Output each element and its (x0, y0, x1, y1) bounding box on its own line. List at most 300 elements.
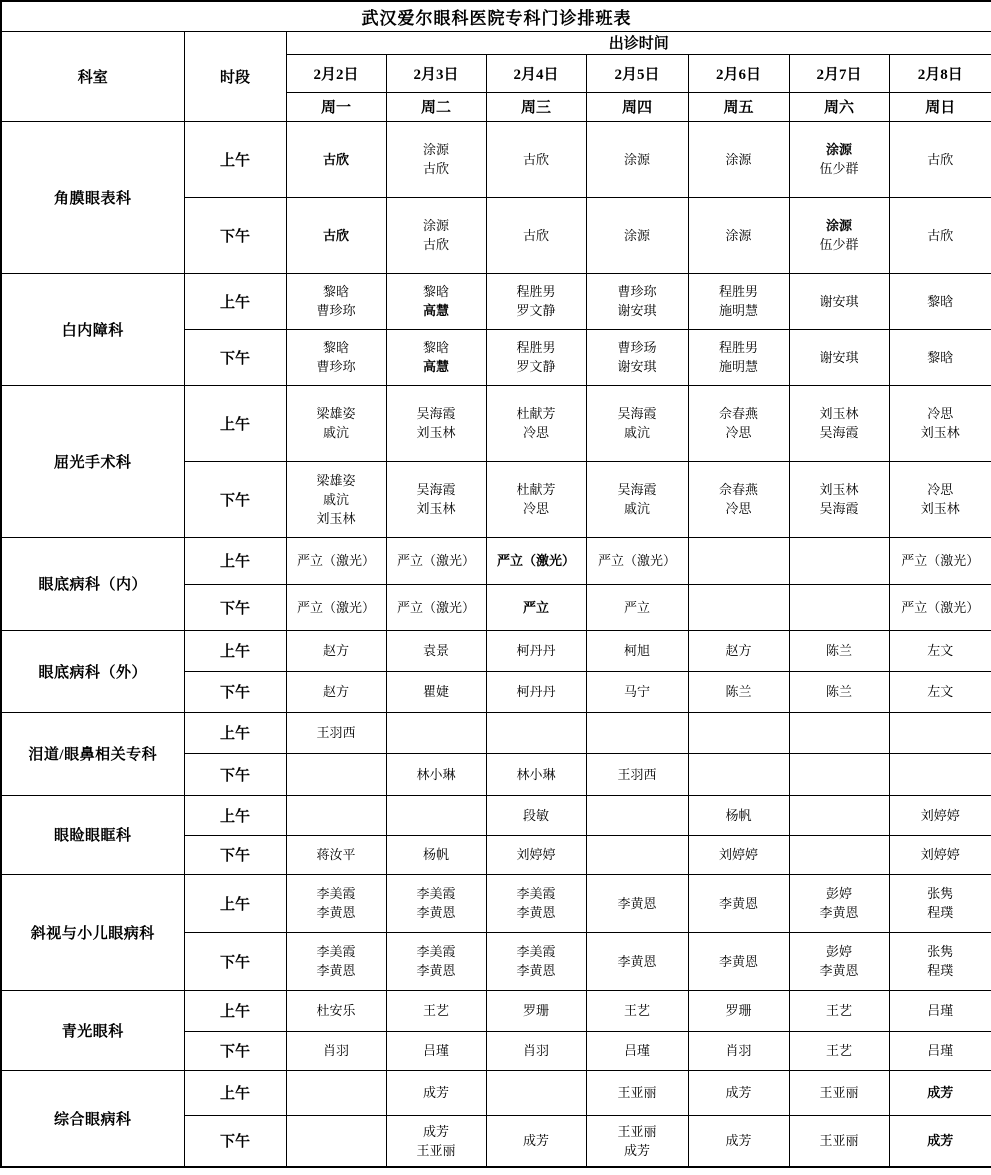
doctor-name: 李黄恩 (819, 905, 859, 920)
doctor-cell (586, 712, 688, 753)
doctor-name: 程胜男 (718, 340, 758, 355)
doctor-cell (586, 385, 688, 461)
doctor-name: 王艺 (825, 1003, 852, 1018)
doctor-name: 左文 (927, 643, 954, 658)
doctor-name: 古欣 (422, 161, 449, 176)
doctor-name: 李美霞 (316, 944, 356, 959)
doctor-name: 古欣 (927, 227, 954, 243)
doctor-name: 李黄恩 (718, 953, 758, 969)
doctor-name: 王羽西 (316, 725, 356, 740)
doctor-cell (889, 795, 991, 835)
doctor-cell (286, 630, 386, 671)
doctor-cell (386, 273, 486, 329)
doctor-cell (586, 1115, 688, 1167)
doctor-name: 曹珍珎 (316, 303, 356, 318)
period-cell: 下午 (184, 835, 286, 874)
doctor-name: 程胜男 (516, 284, 556, 299)
doctor-name: 冷思 (522, 425, 549, 440)
doctor-cell (586, 795, 688, 835)
doctor-cell (688, 753, 789, 795)
doctor-name: 严立（激光） (597, 553, 676, 568)
doctor-cell (386, 537, 486, 584)
doctor-cell (386, 932, 486, 990)
doctor-cell (386, 329, 486, 385)
doctor-name: 彭婷 (825, 886, 852, 901)
doctor-cell (286, 584, 386, 630)
doctor-name: 吕瑾 (927, 1043, 954, 1058)
doctor-name: 谢安琪 (617, 359, 657, 374)
doctor-name: 曹珍玚 (617, 340, 657, 355)
doctor-cell (286, 990, 386, 1031)
schedule-row (1, 795, 991, 835)
date-header-cell: 2月8日 (889, 54, 991, 92)
weekday-header-cell: 周一 (286, 92, 386, 121)
doctor-cell (386, 874, 486, 932)
doctor-cell (286, 753, 386, 795)
doctor-name: 程胜男 (718, 284, 758, 299)
period-cell: 上午 (184, 795, 286, 835)
doctor-name: 黎晗 (422, 340, 449, 355)
doctor-name: 吕瑾 (623, 1043, 650, 1058)
doctor-name: 刘婷婷 (718, 847, 758, 862)
doctor-cell (586, 121, 688, 197)
doctor-cell (688, 385, 789, 461)
doctor-name: 黎晗 (322, 340, 349, 355)
doctor-cell (286, 385, 386, 461)
doctor-cell (486, 329, 586, 385)
department-name: 屈光手术科 (1, 385, 184, 537)
doctor-cell (889, 630, 991, 671)
doctor-name: 冷思 (522, 501, 549, 516)
doctor-cell (688, 1115, 789, 1167)
doctor-name: 杨帆 (725, 807, 752, 823)
doctor-cell (286, 874, 386, 932)
department-name: 眼底病科（外） (1, 630, 184, 712)
period-cell: 上午 (184, 1070, 286, 1115)
doctor-name: 罗文静 (516, 359, 556, 374)
doctor-cell (789, 712, 889, 753)
doctor-cell (486, 1031, 586, 1070)
weekday-header-cell: 周五 (688, 92, 789, 121)
doctor-cell (486, 584, 586, 630)
doctor-cell (586, 329, 688, 385)
doctor-name: 李黄恩 (516, 963, 556, 978)
doctor-cell (286, 197, 386, 273)
doctor-cell (486, 753, 586, 795)
doctor-name: 涂源 (725, 151, 752, 167)
doctor-name: 高慧 (422, 303, 449, 318)
doctor-cell (586, 1031, 688, 1070)
period-cell: 下午 (184, 671, 286, 712)
doctor-name: 肖羽 (725, 1043, 752, 1058)
doctor-cell (688, 712, 789, 753)
doctor-cell (286, 121, 386, 197)
doctor-name: 肖羽 (322, 1043, 349, 1058)
doctor-name: 陈兰 (825, 684, 852, 699)
department-name: 白内障科 (1, 273, 184, 385)
doctor-cell (789, 1031, 889, 1070)
date-header-cell: 2月7日 (789, 54, 889, 92)
doctor-cell (286, 329, 386, 385)
period-cell: 下午 (184, 1031, 286, 1070)
schedule-row (1, 874, 991, 932)
schedule-body (1, 121, 991, 1167)
doctor-name: 刘婷婷 (516, 847, 556, 862)
doctor-cell (486, 671, 586, 712)
doctor-name: 段敏 (522, 807, 549, 823)
doctor-name: 李美霞 (416, 944, 456, 959)
doctor-cell (286, 1115, 386, 1167)
doctor-cell (486, 990, 586, 1031)
doctor-name: 涂源 (422, 218, 449, 233)
doctor-cell (789, 874, 889, 932)
doctor-cell (789, 630, 889, 671)
doctor-cell (486, 461, 586, 537)
weekday-header-cell: 周四 (586, 92, 688, 121)
doctor-cell (688, 273, 789, 329)
period-cell: 下午 (184, 932, 286, 990)
doctor-cell (286, 273, 386, 329)
doctor-name: 成芳 (725, 1085, 752, 1100)
doctor-name: 赵方 (322, 643, 349, 658)
doctor-cell (486, 197, 586, 273)
doctor-cell (889, 671, 991, 712)
doctor-name: 李美霞 (316, 886, 356, 901)
doctor-name: 柯旭 (623, 643, 650, 658)
department-name: 综合眼病科 (1, 1070, 184, 1167)
doctor-cell (586, 990, 688, 1031)
schedule-row (1, 990, 991, 1031)
doctor-name: 吴海霞 (416, 406, 456, 421)
doctor-name: 王亚丽 (416, 1142, 456, 1158)
doctor-cell (386, 630, 486, 671)
doctor-name: 李黄恩 (718, 895, 758, 911)
doctor-cell (889, 1115, 991, 1167)
doctor-name: 曹珍珎 (617, 284, 657, 299)
doctor-cell (586, 753, 688, 795)
doctor-name: 古欣 (522, 151, 549, 167)
doctor-name: 杨帆 (422, 847, 449, 862)
doctor-cell (789, 273, 889, 329)
doctor-name: 严立 (522, 599, 549, 615)
doctor-cell (889, 990, 991, 1031)
doctor-cell (889, 273, 991, 329)
doctor-name: 柯丹丹 (516, 684, 556, 699)
doctor-name: 张隽 (927, 944, 954, 959)
doctor-name: 李黄恩 (819, 963, 859, 978)
doctor-name: 古欣 (322, 227, 349, 243)
doctor-cell (386, 990, 486, 1031)
doctor-cell (789, 385, 889, 461)
doctor-name: 罗珊 (725, 1003, 752, 1018)
doctor-name: 涂源 (825, 142, 852, 157)
doctor-name: 涂源 (623, 227, 650, 243)
doctor-cell (386, 753, 486, 795)
weekday-header-cell: 周二 (386, 92, 486, 121)
doctor-cell (286, 671, 386, 712)
doctor-cell (889, 1031, 991, 1070)
period-cell: 上午 (184, 385, 286, 461)
doctor-name: 程璞 (927, 963, 954, 978)
department-name: 泪道/眼鼻相关专科 (1, 712, 184, 795)
doctor-name: 程璞 (927, 905, 954, 920)
doctor-cell (789, 537, 889, 584)
doctor-cell (486, 874, 586, 932)
doctor-cell (386, 121, 486, 197)
doctor-name: 涂源 (623, 151, 650, 167)
doctor-name: 谢安琪 (819, 293, 859, 309)
schedule-row (1, 121, 991, 197)
doctor-name: 王亚丽 (617, 1123, 657, 1139)
doctor-name: 涂源 (422, 142, 449, 157)
doctor-name: 伍少群 (819, 161, 859, 176)
doctor-name: 赵方 (322, 684, 349, 699)
doctor-cell (889, 537, 991, 584)
date-header-cell: 2月4日 (486, 54, 586, 92)
doctor-cell (486, 712, 586, 753)
doctor-name: 吕瑾 (927, 1003, 954, 1018)
doctor-name: 古欣 (927, 151, 954, 167)
doctor-cell (889, 753, 991, 795)
doctor-name: 罗珊 (522, 1003, 549, 1018)
col-header-period: 时段 (184, 31, 286, 121)
doctor-name: 严立（激光） (296, 553, 375, 568)
title-row (1, 1, 991, 31)
doctor-cell (789, 671, 889, 712)
department-name: 斜视与小儿眼病科 (1, 874, 184, 990)
doctor-name: 成芳 (927, 1085, 954, 1100)
doctor-name: 赵方 (725, 643, 752, 658)
doctor-name: 李黄恩 (516, 905, 556, 920)
doctor-name: 佘春燕 (718, 482, 758, 497)
doctor-name: 杜献芳 (516, 482, 556, 497)
doctor-name: 刘玉林 (819, 482, 859, 497)
doctor-name: 严立（激光） (901, 553, 980, 568)
doctor-name: 戚沆 (623, 425, 650, 440)
weekday-header-cell: 周日 (889, 92, 991, 121)
doctor-name: 肖羽 (522, 1043, 549, 1058)
doctor-name: 王亚丽 (819, 1085, 859, 1100)
doctor-cell (286, 537, 386, 584)
doctor-cell (789, 584, 889, 630)
doctor-name: 李黄恩 (617, 895, 657, 911)
doctor-name: 刘玉林 (920, 425, 960, 440)
doctor-cell (889, 329, 991, 385)
doctor-name: 严立（激光） (396, 599, 475, 615)
doctor-cell (889, 932, 991, 990)
doctor-cell (789, 795, 889, 835)
schedule-row (1, 537, 991, 584)
doctor-cell (386, 385, 486, 461)
doctor-name: 涂源 (825, 218, 852, 233)
doctor-cell (486, 795, 586, 835)
doctor-cell (386, 197, 486, 273)
doctor-cell (586, 197, 688, 273)
department-name: 眼睑眼眶科 (1, 795, 184, 874)
weekday-header-cell: 周三 (486, 92, 586, 121)
doctor-name: 刘玉林 (920, 501, 960, 516)
doctor-name: 李黄恩 (617, 953, 657, 969)
doctor-name: 李黄恩 (316, 963, 356, 978)
doctor-name: 吴海霞 (416, 482, 456, 497)
doctor-name: 严立（激光） (296, 599, 375, 615)
department-name: 青光眼科 (1, 990, 184, 1070)
date-header-cell: 2月5日 (586, 54, 688, 92)
doctor-name: 严立 (623, 599, 650, 615)
doctor-cell (586, 461, 688, 537)
doctor-name: 戚沆 (322, 425, 349, 440)
period-cell: 下午 (184, 461, 286, 537)
doctor-name: 谢安琪 (819, 349, 859, 365)
col-header-department: 科室 (1, 31, 184, 121)
doctor-cell (486, 835, 586, 874)
doctor-name: 古欣 (422, 237, 449, 252)
doctor-name: 黎晗 (322, 284, 349, 299)
doctor-name: 谢安琪 (617, 303, 657, 318)
doctor-cell (286, 795, 386, 835)
doctor-name: 袁景 (422, 643, 449, 658)
doctor-name: 王艺 (422, 1003, 449, 1018)
doctor-name: 严立（激光） (901, 599, 980, 615)
doctor-cell (386, 584, 486, 630)
schedule-row (1, 1070, 991, 1115)
doctor-name: 王艺 (623, 1003, 650, 1018)
doctor-cell (586, 835, 688, 874)
schedule-row (1, 385, 991, 461)
date-header-cell: 2月3日 (386, 54, 486, 92)
doctor-cell (486, 121, 586, 197)
doctor-cell (889, 461, 991, 537)
doctor-name: 古欣 (522, 227, 549, 243)
period-cell: 上午 (184, 121, 286, 197)
doctor-name: 成芳 (522, 1133, 549, 1149)
doctor-cell (286, 835, 386, 874)
doctor-name: 刘婷婷 (920, 807, 960, 823)
doctor-cell (586, 874, 688, 932)
doctor-cell (789, 753, 889, 795)
doctor-name: 李黄恩 (416, 905, 456, 920)
doctor-name: 黎晗 (422, 284, 449, 299)
weekday-header-cell: 周六 (789, 92, 889, 121)
doctor-name: 严立（激光） (496, 553, 575, 568)
doctor-cell (688, 835, 789, 874)
doctor-cell (889, 712, 991, 753)
doctor-name: 王亚丽 (819, 1133, 859, 1149)
doctor-name: 冷思 (725, 425, 752, 440)
department-name: 眼底病科（内） (1, 537, 184, 630)
doctor-cell (486, 385, 586, 461)
doctor-name: 吴海霞 (819, 501, 859, 516)
doctor-name: 李黄恩 (316, 905, 356, 920)
doctor-name: 刘玉林 (316, 510, 356, 526)
doctor-cell (789, 835, 889, 874)
doctor-cell (688, 461, 789, 537)
doctor-name: 戚沆 (623, 501, 650, 516)
doctor-name: 瞿婕 (422, 684, 449, 699)
doctor-name: 柯丹丹 (516, 643, 556, 658)
doctor-name: 罗文静 (516, 303, 556, 318)
doctor-name: 梁雄姿 (316, 472, 356, 488)
doctor-cell (586, 273, 688, 329)
doctor-cell (486, 932, 586, 990)
period-cell: 上午 (184, 630, 286, 671)
visit-time-row (1, 31, 991, 54)
doctor-cell (486, 630, 586, 671)
doctor-name: 黎晗 (927, 349, 954, 365)
doctor-name: 成芳 (927, 1133, 954, 1149)
doctor-cell (386, 835, 486, 874)
doctor-name: 陈兰 (825, 643, 852, 658)
doctor-cell (688, 795, 789, 835)
doctor-cell (386, 671, 486, 712)
doctor-name: 蒋汝平 (316, 847, 356, 862)
doctor-cell (789, 329, 889, 385)
doctor-name: 王羽西 (617, 766, 657, 782)
date-header-cell: 2月2日 (286, 54, 386, 92)
doctor-cell (486, 273, 586, 329)
date-header-cell: 2月6日 (688, 54, 789, 92)
doctor-cell (789, 990, 889, 1031)
doctor-cell (286, 461, 386, 537)
doctor-cell (789, 1115, 889, 1167)
doctor-cell (688, 584, 789, 630)
doctor-cell (688, 1031, 789, 1070)
doctor-cell (688, 874, 789, 932)
doctor-cell (586, 1070, 688, 1115)
doctor-name: 成芳 (422, 1085, 449, 1100)
doctor-name: 刘婷婷 (920, 847, 960, 862)
doctor-cell (386, 1115, 486, 1167)
doctor-name: 王亚丽 (617, 1085, 657, 1100)
schedule-row (1, 273, 991, 329)
doctor-cell (688, 630, 789, 671)
doctor-name: 佘春燕 (718, 406, 758, 421)
doctor-name: 王艺 (825, 1043, 852, 1058)
doctor-cell (889, 835, 991, 874)
doctor-cell (889, 121, 991, 197)
doctor-name: 刘玉林 (416, 425, 456, 440)
doctor-name: 张隽 (927, 886, 954, 901)
doctor-cell (688, 537, 789, 584)
doctor-cell (789, 197, 889, 273)
department-name: 角膜眼表科 (1, 121, 184, 273)
doctor-name: 高慧 (422, 359, 449, 374)
doctor-name: 冷思 (927, 482, 954, 497)
doctor-name: 李美霞 (516, 944, 556, 959)
doctor-cell (386, 1031, 486, 1070)
doctor-name: 杜安乐 (316, 1003, 356, 1018)
doctor-cell (586, 671, 688, 712)
doctor-cell (286, 1070, 386, 1115)
doctor-name: 戚沆 (322, 491, 349, 507)
doctor-name: 吴海霞 (819, 425, 859, 440)
doctor-name: 梁雄姿 (316, 406, 356, 421)
doctor-name: 吕瑾 (422, 1043, 449, 1058)
doctor-name: 冷思 (927, 406, 954, 421)
period-cell: 上午 (184, 712, 286, 753)
doctor-cell (286, 1031, 386, 1070)
doctor-cell (889, 874, 991, 932)
doctor-name: 吴海霞 (617, 482, 657, 497)
doctor-cell (486, 1070, 586, 1115)
doctor-name: 曹珍珎 (316, 359, 356, 374)
doctor-cell (486, 537, 586, 584)
doctor-cell (586, 932, 688, 990)
schedule-row (1, 712, 991, 753)
doctor-cell (789, 1070, 889, 1115)
doctor-cell (688, 671, 789, 712)
doctor-name: 李美霞 (516, 886, 556, 901)
